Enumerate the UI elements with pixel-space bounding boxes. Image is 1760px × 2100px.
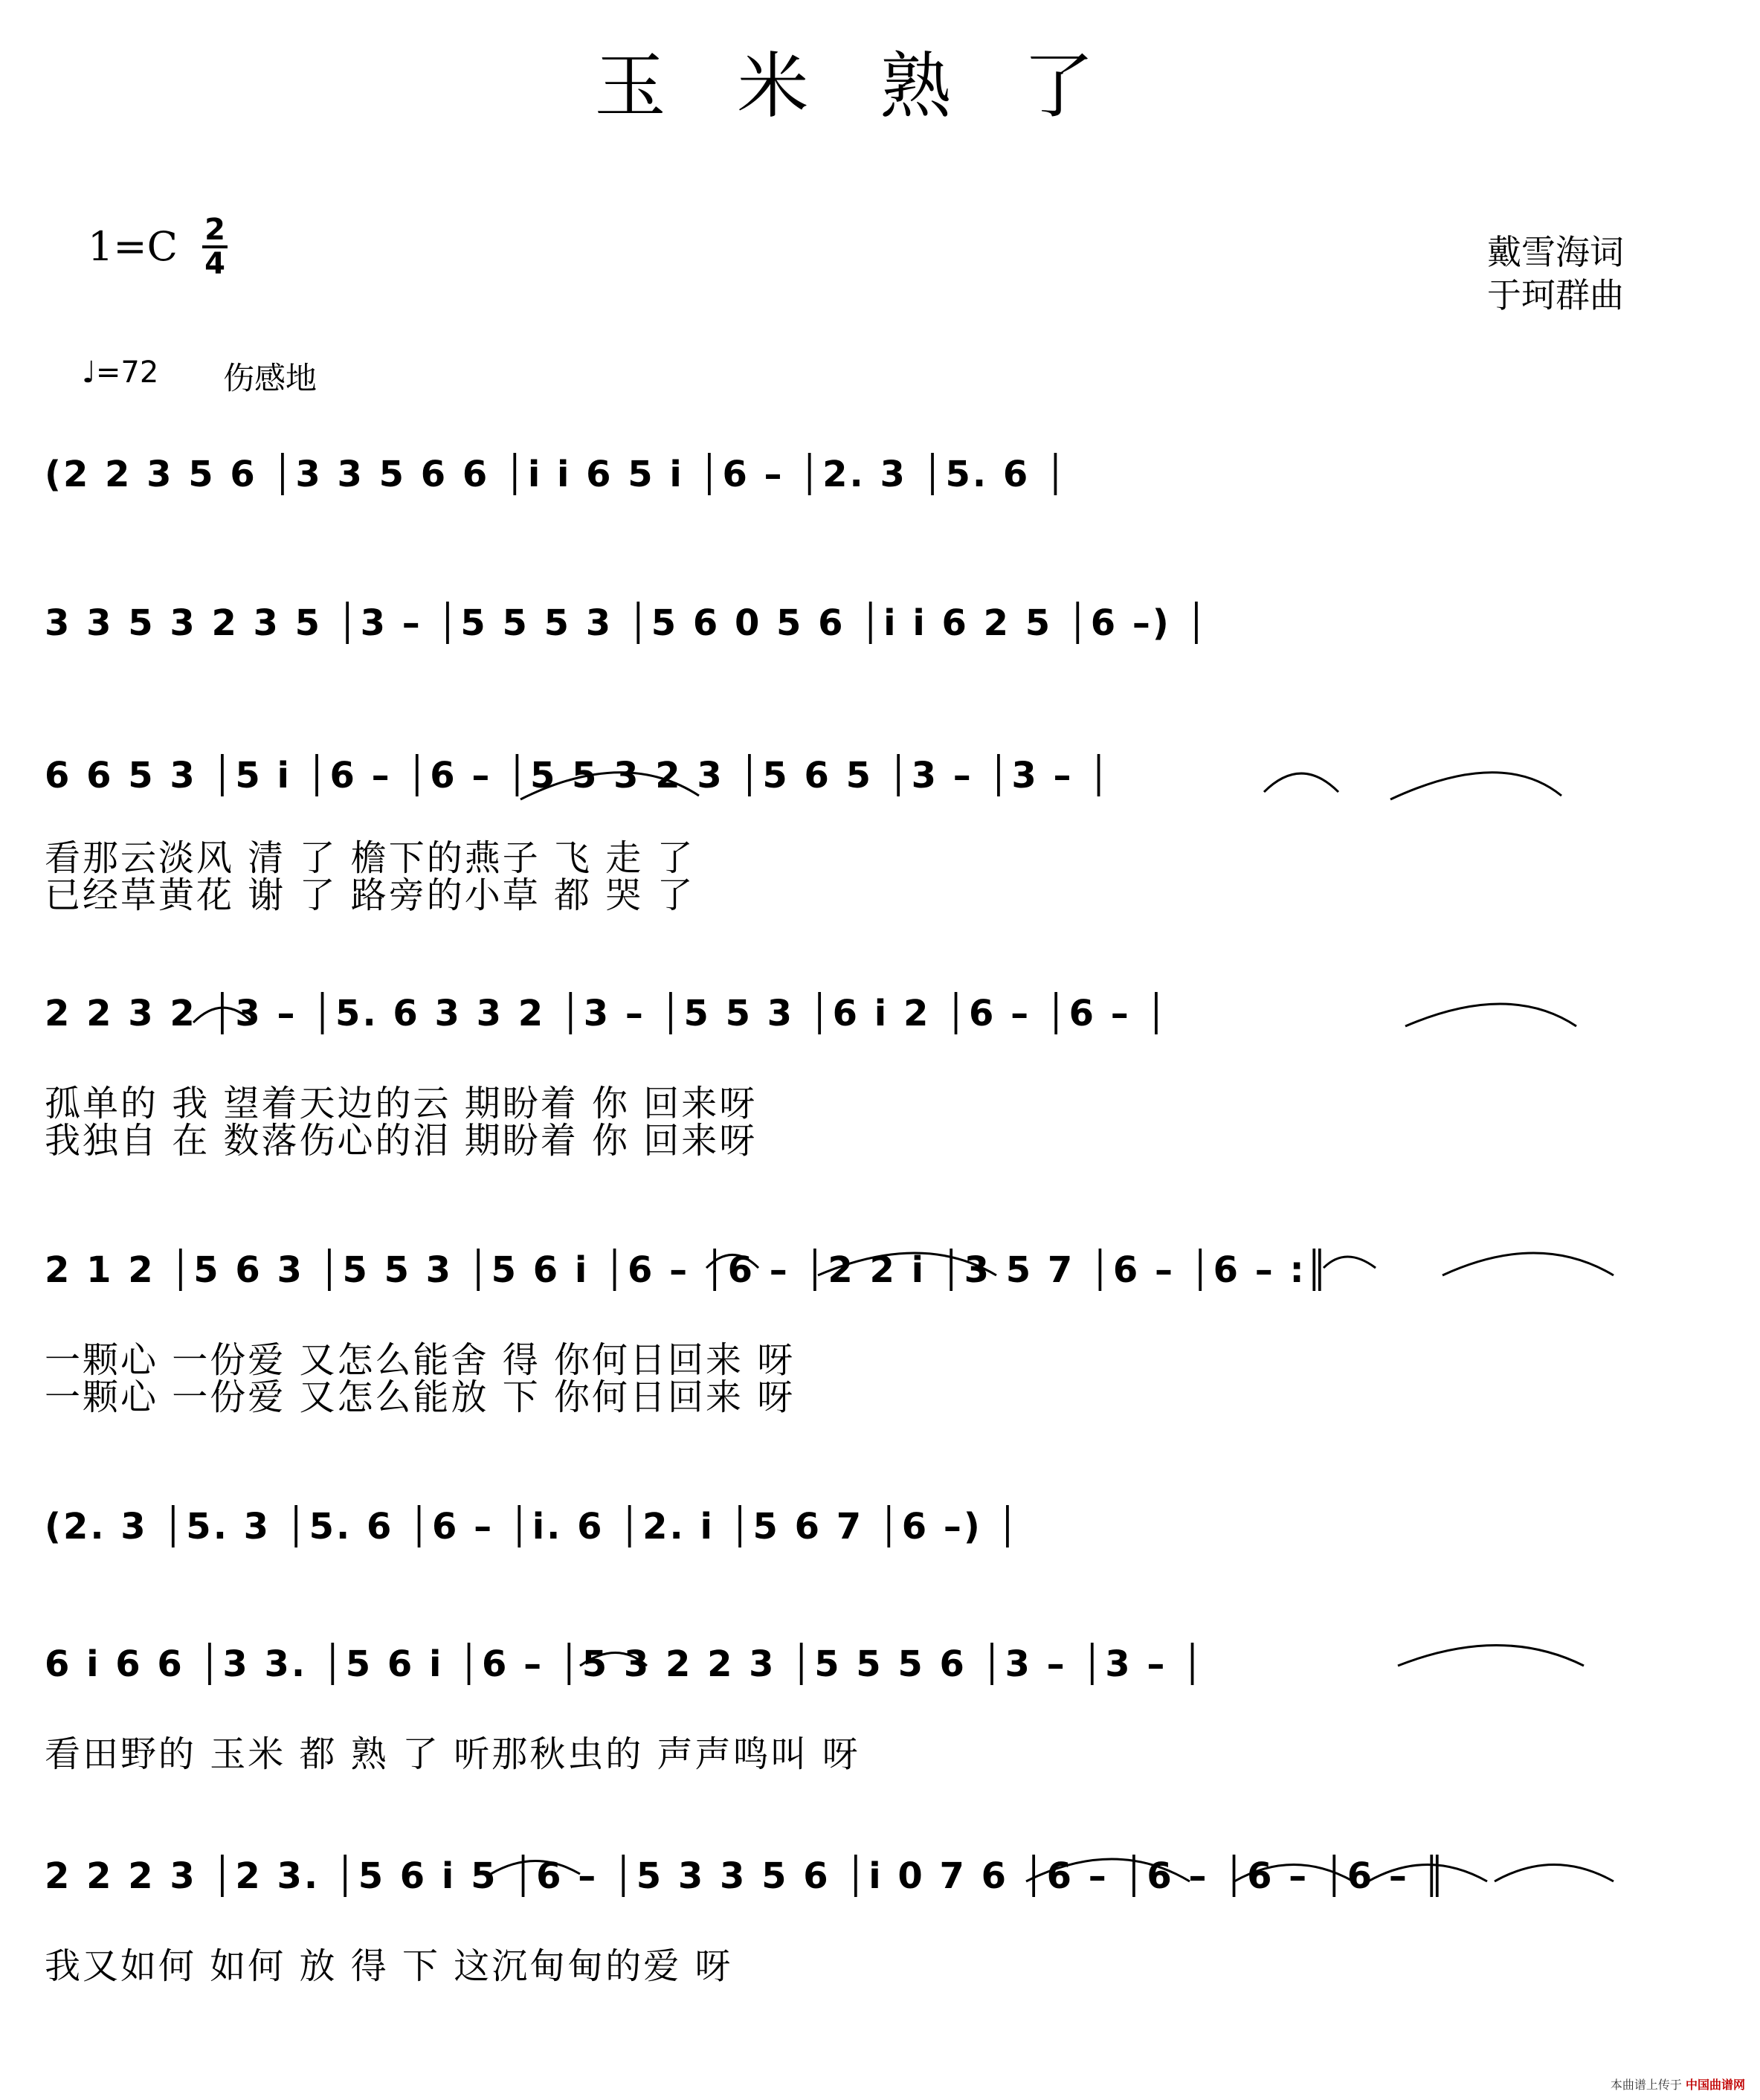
lyric-verse-2: 已经草黄花 谢 了 路旁的小草 都 哭 了 [45, 875, 695, 916]
watermark-brand: 中国曲谱网 [1685, 2078, 1745, 2092]
lyric-verse-2: 我独自 在 数落伤心的泪 期盼着 你 回来呀 [45, 1120, 758, 1162]
tempo-marking: ♩=72 [82, 355, 159, 390]
lyric-verse-1: 一颗心 一份爱 又怎么能舍 得 你何日回来 呀 [45, 1339, 796, 1381]
time-signature-bottom: 4 [204, 247, 225, 281]
lyric-verse-2: 一颗心 一份爱 又怎么能放 下 你何日回来 呀 [45, 1376, 796, 1418]
lyric-verse-1: 孤单的 我 望着天边的云 期盼着 你 回来呀 [45, 1083, 758, 1124]
expression-marking: 伤感地 [223, 360, 317, 396]
lyric-verse-1: 我又如何 如何 放 得 下 这沉甸甸的爱 呀 [45, 1945, 733, 1987]
time-signature-top: 2 [204, 213, 225, 247]
notation-line: 2 2 3 2 │3 – │5. 6 3 3 2 │3 – │5 5 3 │6 i 2 │6 – │6 – │ [45, 993, 1170, 1034]
lyric-verse-1: 看田野的 玉米 都 熟 了 听那秋虫的 声声鸣叫 呀 [45, 1733, 860, 1775]
notation-line: (2. 3 │5. 3 │5. 6 │6 – │i. 6 │2. i │5 6 7 │6 –) │ [45, 1506, 1021, 1547]
notation-line: 6 6 5 3 │5 i │6 – │6 – │5 5 3 2 3 │5 6 5 │3 – │3 – │ [45, 755, 1112, 796]
credits [1487, 231, 1624, 317]
notation-line: (2 2 3 5 6 │3 3 5 6 6 │i i 6 5 i │6 – │2. 3 │5. 6 │ [45, 454, 1068, 495]
notation-line: 6 i 6 6 │3 3. │5 6 i │6 – │5 3 2 2 3 │5 5 5 6 │3 – │3 – │ [45, 1643, 1205, 1685]
song-title: 玉米熟了 [594, 45, 1166, 128]
key-signature: 1=C [88, 223, 178, 270]
lyricist-credit: 戴雪海词 [1487, 232, 1624, 272]
notation-line: 2 1 2 │5 6 3 │5 5 3 │5 6 i │6 – │6 – │2 2 i │3 5 7 │6 – │6 – :║ [45, 1249, 1330, 1291]
composer-credit: 于珂群曲 [1487, 275, 1624, 315]
notation-line: 3 3 5 3 2 3 5 │3 – │5 5 5 3 │5 6 0 5 6 │i i 6 2 5 │6 –) │ [45, 602, 1210, 644]
notation-line: 2 2 2 3 │2 3. │5 6 i 5 │6 – │5 3 3 5 6 │i 0 7 6 │6 – │6 – │6 – │6 – ║ [45, 1855, 1448, 1897]
watermark-text: 本曲谱上传于 [1610, 2078, 1682, 2092]
time-signature [202, 213, 228, 281]
lyric-verse-1: 看那云淡风 清 了 檐下的燕子 飞 走 了 [45, 837, 695, 879]
watermark [1611, 2075, 1745, 2093]
